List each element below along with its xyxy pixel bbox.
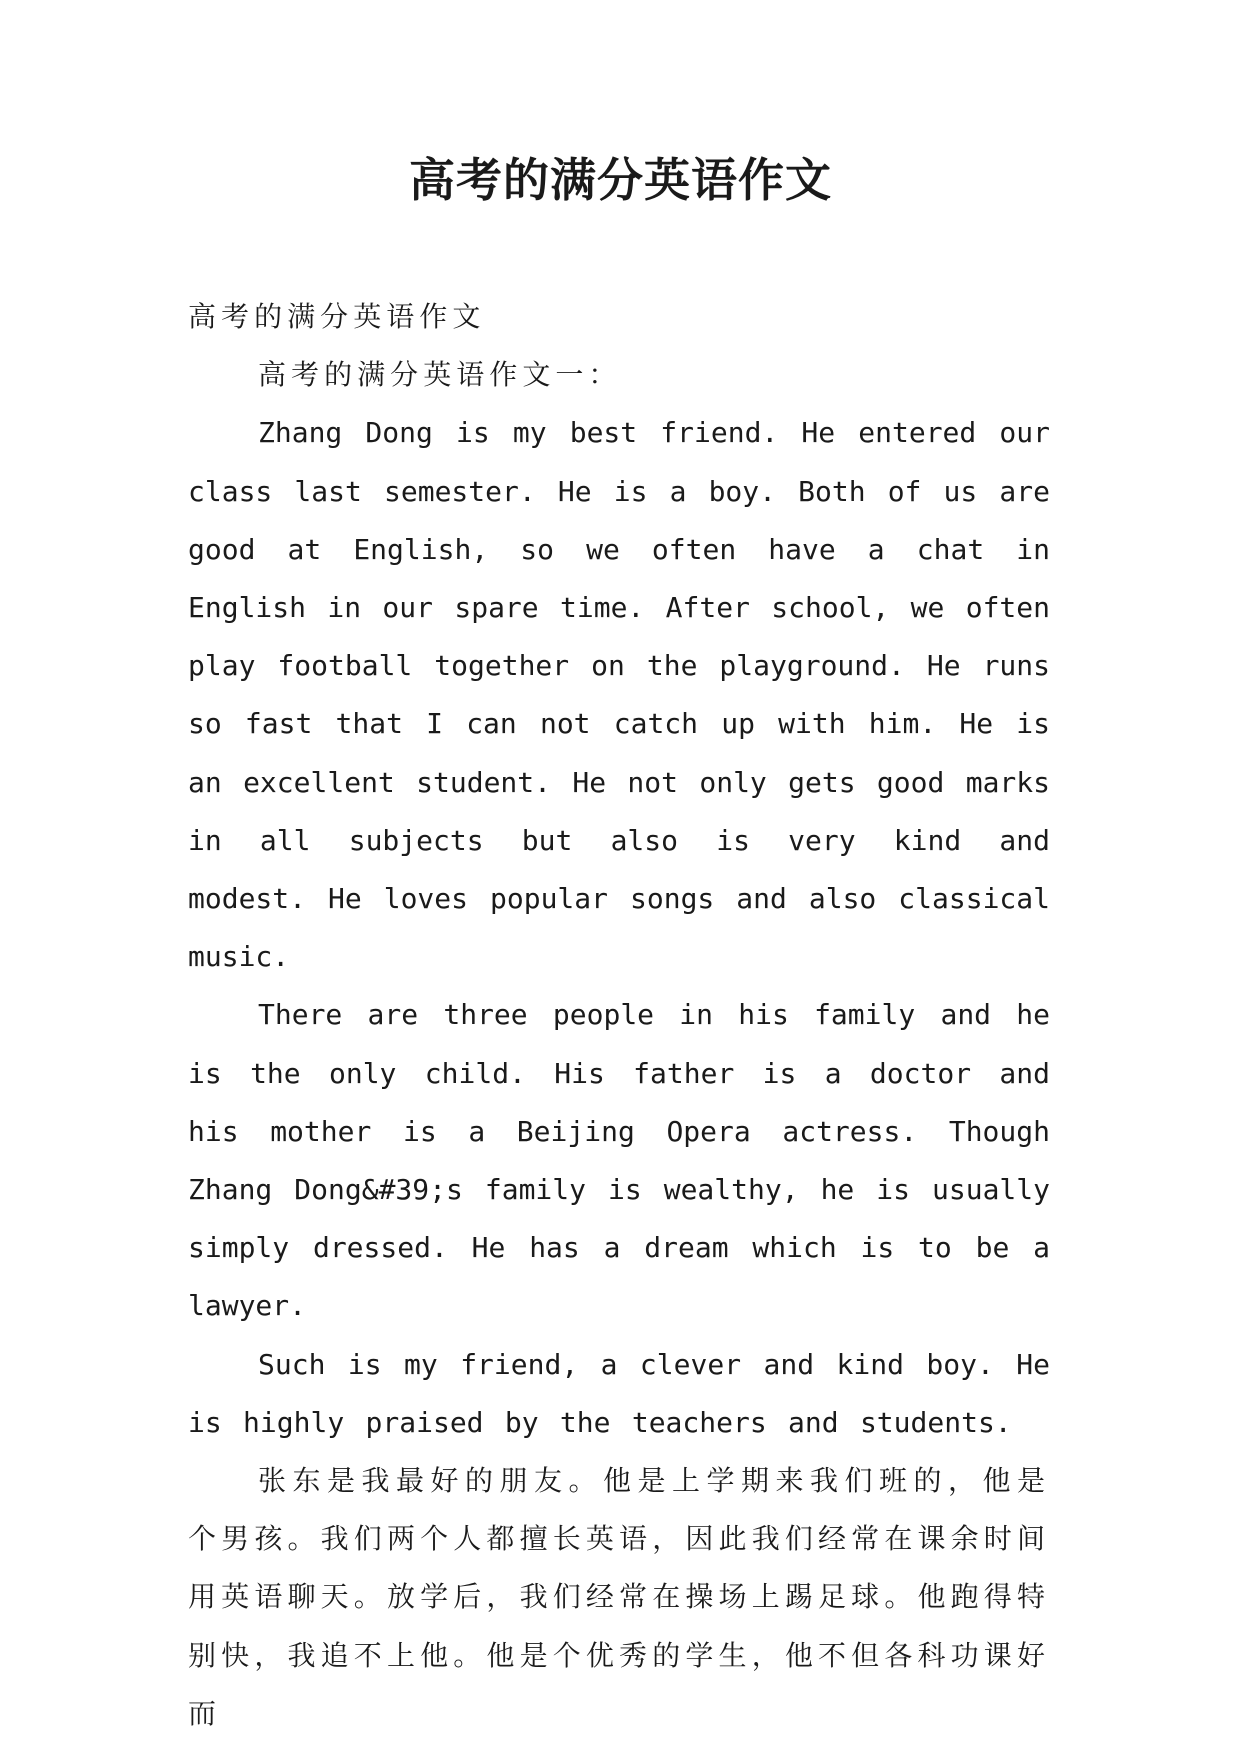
paragraph-4-chinese: 张东是我最好的朋友。他是上学期来我们班的，他是个男孩。我们两个人都擅长英语，因此我们经常在课余时间用英语聊天。放学后，我们经常在操场上踢足球。他跑得特别快，我追不上他。他是个优秀的学生，他不但各科功课好而 [188, 1464, 1050, 1730]
paragraph-3: Such is my friend, a clever and kind boy. He is highly praised by the teachers and students. [188, 1347, 1050, 1439]
section-heading: 高考的满分英语作文一： [258, 358, 622, 392]
document-subtitle: 高考的满分英语作文 [188, 300, 486, 333]
document-body [188, 288, 1050, 1743]
document-title: 高考的满分英语作文 [409, 153, 832, 207]
paragraph-2: There are three people in his family and he is the only child. His father is a doctor and his mother is a Beijing Opera actress. Though Zhang Dong&#39;s family is wealthy, he is usually simply dressed. He has a dream which is to be a lawyer. [188, 998, 1050, 1323]
paragraph-1: Zhang Dong is my best friend. He entered our class last semester. He is a boy. Both of us are good at English, so we often have a chat in English in our spare time. After school, we often play football together on the playground. He runs so fast that I can not catch up with him. He is an excellent student. He not only gets good marks in all subjects but also is very kind and modest. He loves popular songs and also classical music. [188, 416, 1050, 974]
